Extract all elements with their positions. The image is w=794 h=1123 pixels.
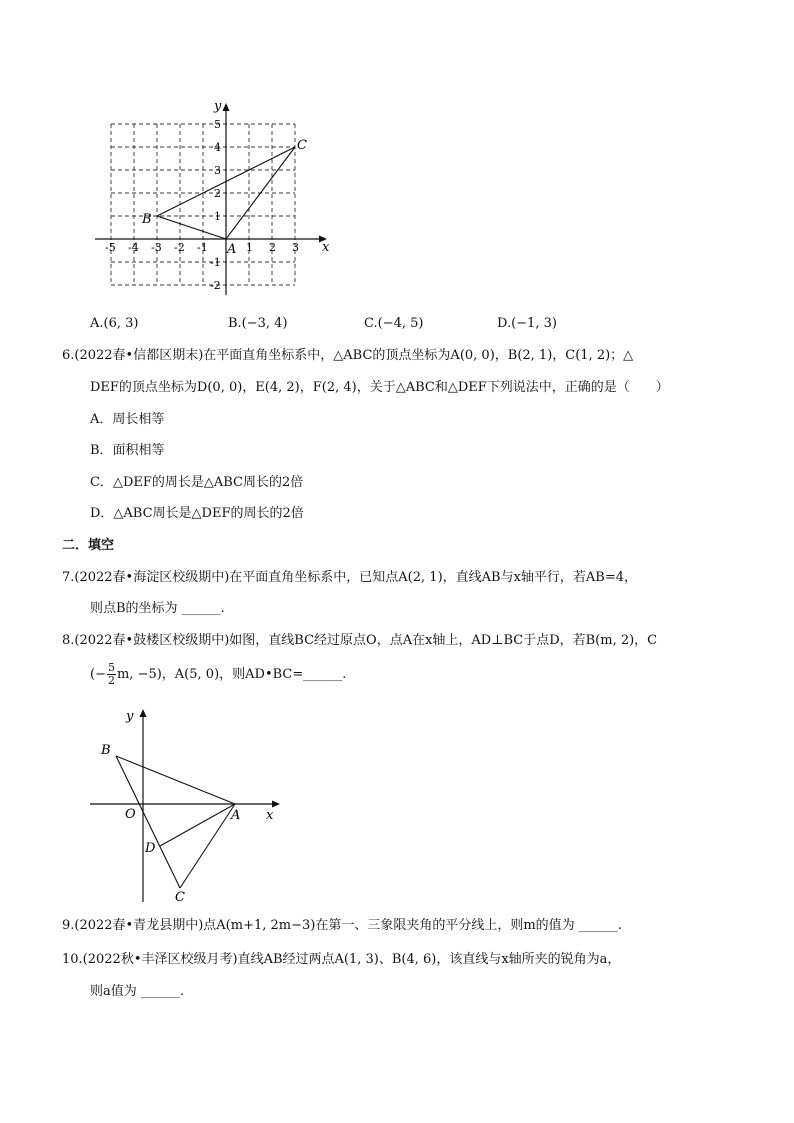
y-tick: 1 <box>214 210 221 223</box>
line-bc <box>116 756 180 888</box>
q8-fraction <box>107 662 116 687</box>
q6-stem-line1: 6.(2022春•信都区期末)在平面直角坐标系中，△ABC的顶点坐标为A(0, 0)，B(2, 1)，C(1, 2)；△ <box>62 348 634 363</box>
q8-stem-line1: 8.(2022春•鼓楼区校级期中)如图，直线BC经过原点O，点A在x轴上，AD⊥BC于点D，若B(m, 2)，C <box>62 633 658 648</box>
x-tick-labels <box>105 241 299 254</box>
y-axis-arrow-icon <box>140 709 147 717</box>
x-tick: -5 <box>105 241 116 254</box>
coordinate-grid-figure <box>85 95 345 305</box>
x-axis-label: x <box>266 808 274 823</box>
y-tick: 5 <box>214 118 221 131</box>
y-tick: 3 <box>214 164 221 177</box>
q8-line2-prefix: (− <box>90 667 106 682</box>
point-a-label: A <box>227 242 237 257</box>
q7-stem-line2: 则点B的坐标为 ______. <box>90 601 225 616</box>
x-tick: -1 <box>197 241 208 254</box>
section-title: 二．填空 <box>62 538 115 553</box>
y-axis-label: y <box>214 99 222 114</box>
x-tick: -3 <box>151 241 162 254</box>
point-a-label: A <box>231 808 241 823</box>
q10-stem-line2: 则a值为 ______. <box>90 984 185 999</box>
dashed-grid <box>111 124 295 285</box>
x-axis-label: x <box>322 240 330 255</box>
x-axis-arrow-icon <box>272 801 280 808</box>
y-tick: -1 <box>210 256 221 269</box>
x-tick: -2 <box>174 241 185 254</box>
q7-stem-line1: 7.(2022春•海淀区校级期中)在平面直角坐标系中，已知点A(2, 1)，直线AB与x轴平行，若AB=4， <box>62 570 638 585</box>
point-c-label: C <box>175 890 185 905</box>
x-tick: -4 <box>128 241 139 254</box>
x-tick: 1 <box>246 241 253 254</box>
q6-option-d: D．△ABC周长是△DEF的周长的2倍 <box>90 506 304 521</box>
segment-ba <box>116 756 235 804</box>
q9-stem: 9.(2022春•青龙县期中)点A(m+1, 2m−3)在第一、三象限夹角的平分线上，则m的值为 ______. <box>62 918 622 933</box>
point-b-label: B <box>101 743 111 758</box>
point-d-label: D <box>145 841 156 856</box>
point-c-label: C <box>297 138 307 153</box>
q5-option-d: D.(−1, 3) <box>497 316 557 331</box>
q6-option-c: C．△DEF的周长是△ABC周长的2倍 <box>90 475 304 490</box>
q6-option-b: B．面积相等 <box>90 443 165 458</box>
q10-stem-line1: 10.(2022秋•丰泽区校级月考)直线AB经过两点A(1, 3)、B(4, 6)，该直线与x轴所夹的锐角为a， <box>62 952 621 967</box>
q5-option-c: C.(−4, 5) <box>364 316 424 331</box>
q5-option-b: B.(−3, 4) <box>228 316 288 331</box>
point-b-label: B <box>142 212 152 227</box>
q8-stem-line2 <box>90 662 346 688</box>
q6-stem-line2: DEF的顶点坐标为D(0, 0)，E(4, 2)，F(2, 4)，关于△ABC和△DEF下列说法中，正确的是（ ） <box>90 380 669 395</box>
y-tick: 4 <box>214 141 221 154</box>
y-tick: -2 <box>210 279 221 292</box>
x-tick: 2 <box>269 241 276 254</box>
y-tick-labels <box>210 118 221 292</box>
fraction-denominator: 2 <box>107 674 115 687</box>
segment-ad <box>160 804 235 846</box>
line-bc-figure <box>80 700 300 910</box>
y-axis-label: y <box>126 709 134 724</box>
point-o-label: O <box>125 807 136 822</box>
y-axis-arrow-icon <box>223 103 230 111</box>
y-tick: 2 <box>214 187 221 200</box>
q8-line2-suffix: m, −5)，A(5, 0)，则AD•BC=______. <box>116 667 347 682</box>
fraction-numerator: 5 <box>107 661 115 674</box>
q6-option-a: A．周长相等 <box>90 412 165 427</box>
x-tick: 3 <box>292 241 299 254</box>
segment-ac <box>180 804 235 888</box>
q5-option-a: A.(6, 3) <box>90 316 139 331</box>
